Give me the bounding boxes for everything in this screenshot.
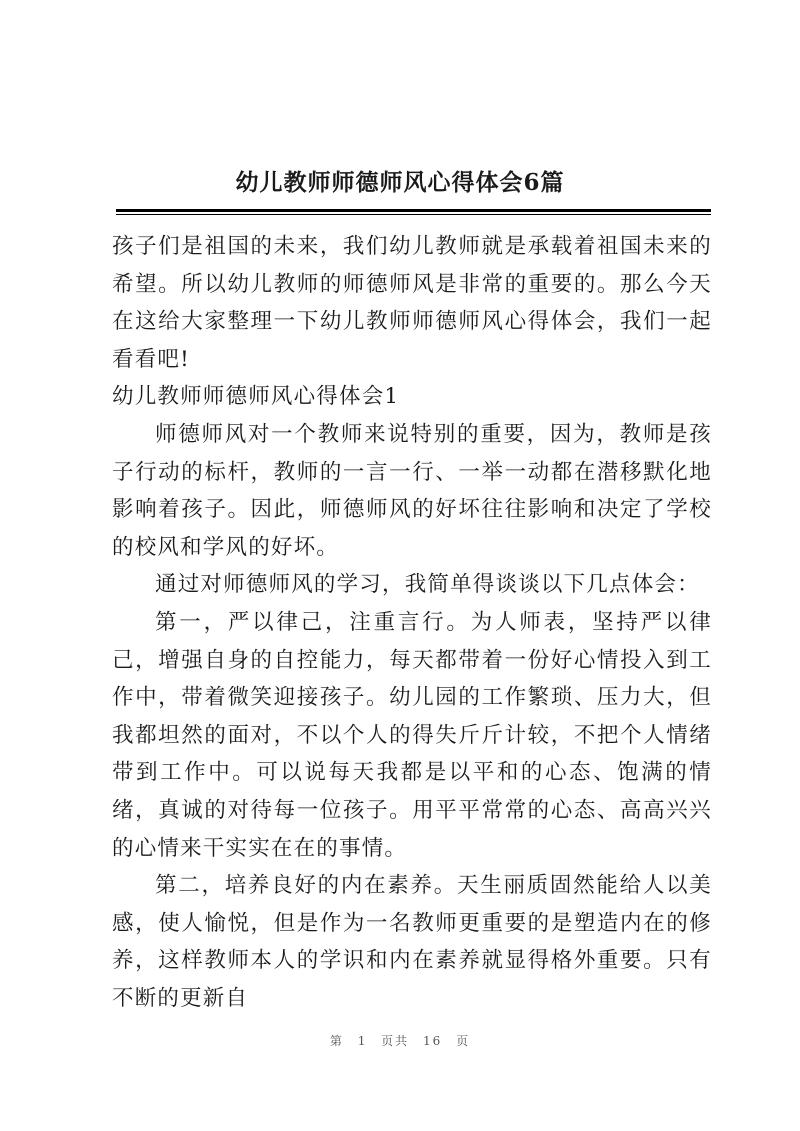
body-paragraph: 师德师风对一个教师来说特别的重要，因为，教师是孩子行动的标杆，教师的一言一行、一举一动都在潜移默化地影响着孩子。因此，师德师风的好坏往往影响和决定了学校的校风和学风的好坏。 [112, 421, 712, 560]
footer-total-prefix: 页共 [381, 1034, 410, 1048]
footer-current-page: 1 [357, 1034, 368, 1048]
footer-page-label: 第 [329, 1034, 344, 1048]
title-rule-thin [116, 214, 711, 215]
title-rule-thick [116, 209, 711, 212]
intro-paragraph: 孩子们是祖国的未来，我们幼儿教师就是承载着祖国未来的希望。所以幼儿教师的师德师风是非常的重要的。那么今天在这给大家整理一下幼儿教师师德师风心得体会，我们一起看看吧! [112, 234, 712, 372]
document-body [112, 228, 712, 1017]
page-footer [0, 1032, 800, 1049]
document-title: 幼儿教师师德师风心得体会6篇 [235, 169, 565, 196]
section-heading: 幼儿教师师德师风心得体会1 [112, 384, 400, 410]
body-paragraph: 第一，严以律己，注重言行。为人师表，坚持严以律己，增强自身的自控能力，每天都带着一份好心情投入到工作中，带着微笑迎接孩子。幼儿园的工作繁琐、压力大，但我都坦然的面对，不以个人的得失斤斤计较，不把个人情绪带到工作中。可以说每天我都是以平和的心态、饱满的情绪，真诚的对待每一位孩子。用平平常常的心态、高高兴兴的心情来干实实在在的事情。 [112, 609, 712, 861]
footer-total-pages: 16 [423, 1034, 443, 1048]
body-paragraph: 通过对师德师风的学习，我简单得谈谈以下几点体会： [155, 572, 700, 598]
footer-total-suffix: 页 [456, 1034, 471, 1048]
body-paragraph: 第二，培养良好的内在素养。天生丽质固然能给人以美感，使人愉悦，但是作为一名教师更重要的是塑造内在的修养，这样教师本人的学识和内在素养就显得格外重要。只有不断的更新自 [112, 873, 712, 1011]
